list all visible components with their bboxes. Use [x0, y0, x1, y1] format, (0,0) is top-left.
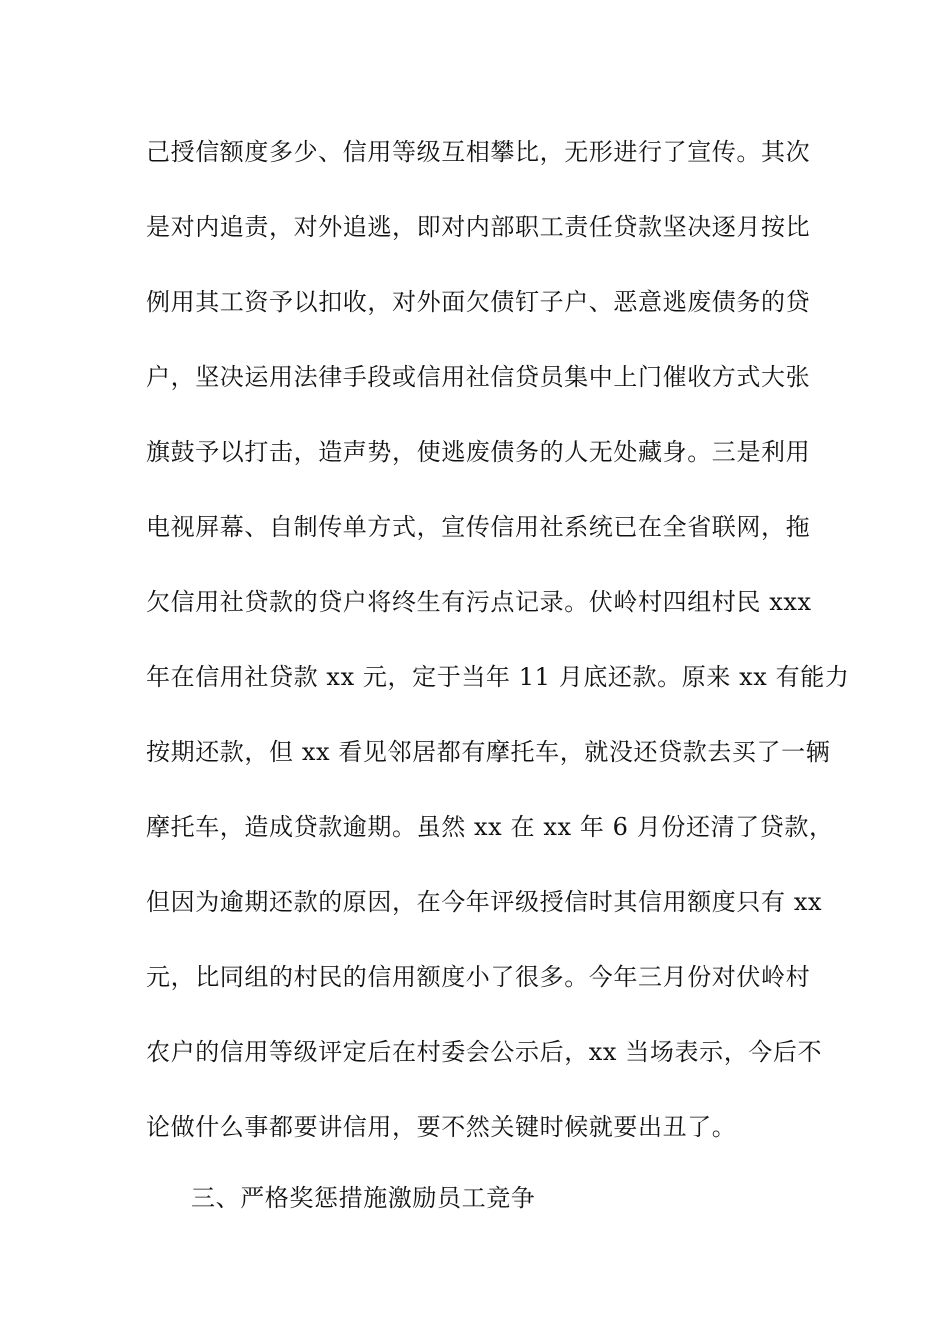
paragraph-line: 欠信用社贷款的贷户将终生有污点记录。伏岭村四组村民 xxx: [146, 588, 812, 616]
paragraph-line: 年在信用社贷款 xx 元，定于当年 11 月底还款。原来 xx 有能力: [146, 663, 850, 691]
paragraph-line: 按期还款，但 xx 看见邻居都有摩托车，就没还贷款去买了一辆: [146, 738, 831, 766]
body-paragraph: [146, 132, 850, 1182]
paragraph-line: 旗鼓予以打击，造声势，使逃废债务的人无处藏身。三是利用: [146, 438, 811, 466]
paragraph-line: 己授信额度多少、信用等级互相攀比，无形进行了宣传。其次: [146, 138, 811, 166]
paragraph-line: 论做什么事都要讲信用，要不然关键时候就要出丑了。: [146, 1113, 737, 1141]
paragraph-line: 是对内追责，对外追逃，即对内部职工责任贷款坚决逐月按比: [146, 213, 811, 241]
paragraph-line: 但因为逾期还款的原因，在今年评级授信时其信用额度只有 xx: [146, 888, 823, 916]
paragraph-line: 农户的信用等级评定后在村委会公示后，xx 当场表示，今后不: [146, 1038, 823, 1066]
section-heading: 三、严格奖惩措施激励员工竞争: [191, 1184, 536, 1212]
paragraph-line: 电视屏幕、自制传单方式，宣传信用社系统已在全省联网，拖: [146, 513, 811, 541]
paragraph-line: 元，比同组的村民的信用额度小了很多。今年三月份对伏岭村: [146, 963, 811, 991]
paragraph-line: 摩托车，造成贷款逾期。虽然 xx 在 xx 年 6 月份还清了贷款，: [146, 813, 834, 841]
paragraph-line: 户，坚决运用法律手段或信用社信贷员集中上门催收方式大张: [146, 363, 811, 391]
paragraph-line: 例用其工资予以扣收，对外面欠债钉子户、恶意逃废债务的贷: [146, 288, 811, 316]
